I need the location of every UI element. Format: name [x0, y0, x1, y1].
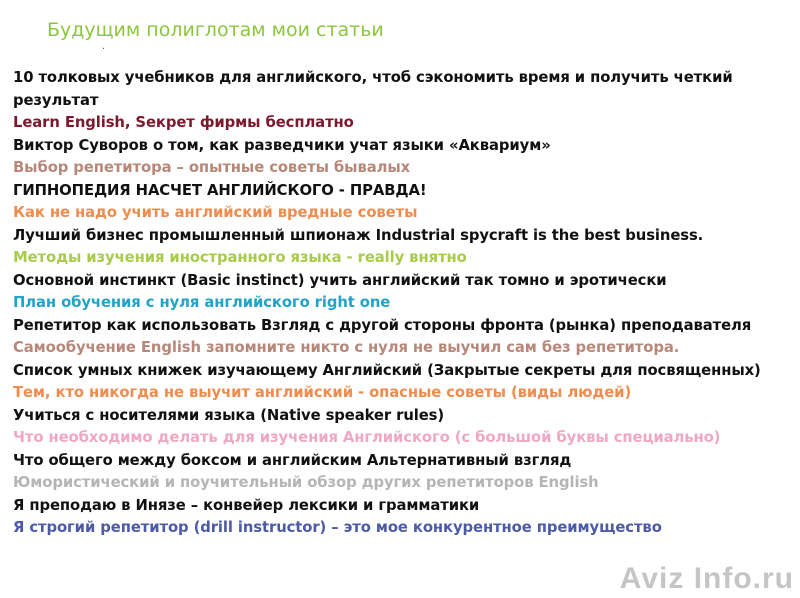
article-link-what-to-do[interactable]: Что необходимо делать для изучения Английского (с большой буквы специально): [13, 429, 721, 446]
article-link-native-speakers[interactable]: Учиться с носителями языка (Native speaker rules): [13, 406, 445, 424]
article-link-humor-review[interactable]: Юмористический и поучительный обзор других репетиторов English: [13, 474, 599, 491]
article-link-hypnopedia[interactable]: ГИПНОПЕДИЯ НАСЧЕТ АНГЛИЙСКОГО - ПРАВДА!: [13, 181, 427, 199]
decorative-dot: .: [102, 41, 106, 52]
article-link-industrial-spycraft[interactable]: Лучший бизнес промышленный шпионаж Industrial spycraft is the best business.: [13, 226, 704, 244]
article-link-inyaz[interactable]: Я преподаю в Инязе – конвейер лексики и грамматики: [13, 496, 480, 514]
article-link-tutor-choice[interactable]: Выбор репетитора – опытные советы бывалых: [13, 159, 411, 176]
article-link-study-plan[interactable]: План обучения с нуля английского right one: [13, 294, 391, 311]
article-link-smart-books[interactable]: Список умных книжек изучающему Английский (Закрытые секреты для посвященных): [13, 361, 761, 379]
article-link-suvorov-aquarium[interactable]: Виктор Суворов о том, как разведчики учат языки «Аквариум»: [13, 136, 551, 154]
article-link-basic-instinct[interactable]: Основной инстинкт (Basic instinct) учить английский так томно и эротически: [13, 271, 667, 289]
site-watermark: Aviz Info.ru: [619, 562, 794, 595]
article-link-dangerous-advice[interactable]: Тем, кто никогда не выучит английский - опасные советы (виды людей): [13, 384, 632, 401]
article-link-harmful-advice[interactable]: Как не надо учить английский вредные советы: [13, 204, 418, 221]
article-link-textbooks[interactable]: 10 толковых учебников для английского, чтоб сэкономить время и получить четкий результат: [13, 69, 733, 109]
article-link-tutor-other-side[interactable]: Репетитор как использовать Взгляд с другой стороны фронта (рынка) преподавателя: [13, 316, 752, 334]
article-list: [13, 67, 773, 540]
article-link-boxing[interactable]: Что общего между боксом и английским Альтернативный взгляд: [13, 451, 572, 469]
article-link-learn-english-secret[interactable]: Learn English, Sекрет фирмы бесплатно: [13, 114, 354, 131]
article-link-self-study[interactable]: Самообучение English запомните никто с нуля не выучил сам без репетитора.: [13, 339, 680, 356]
article-link-drill-instructor[interactable]: Я строгий репетитор (drill instructor) – это мое конкурентное преимущество: [13, 519, 662, 536]
article-link-study-methods[interactable]: Методы изучения иностранного языка - really внятно: [13, 249, 467, 266]
page-title: Будущим полиглотам мои статьи: [47, 19, 384, 41]
